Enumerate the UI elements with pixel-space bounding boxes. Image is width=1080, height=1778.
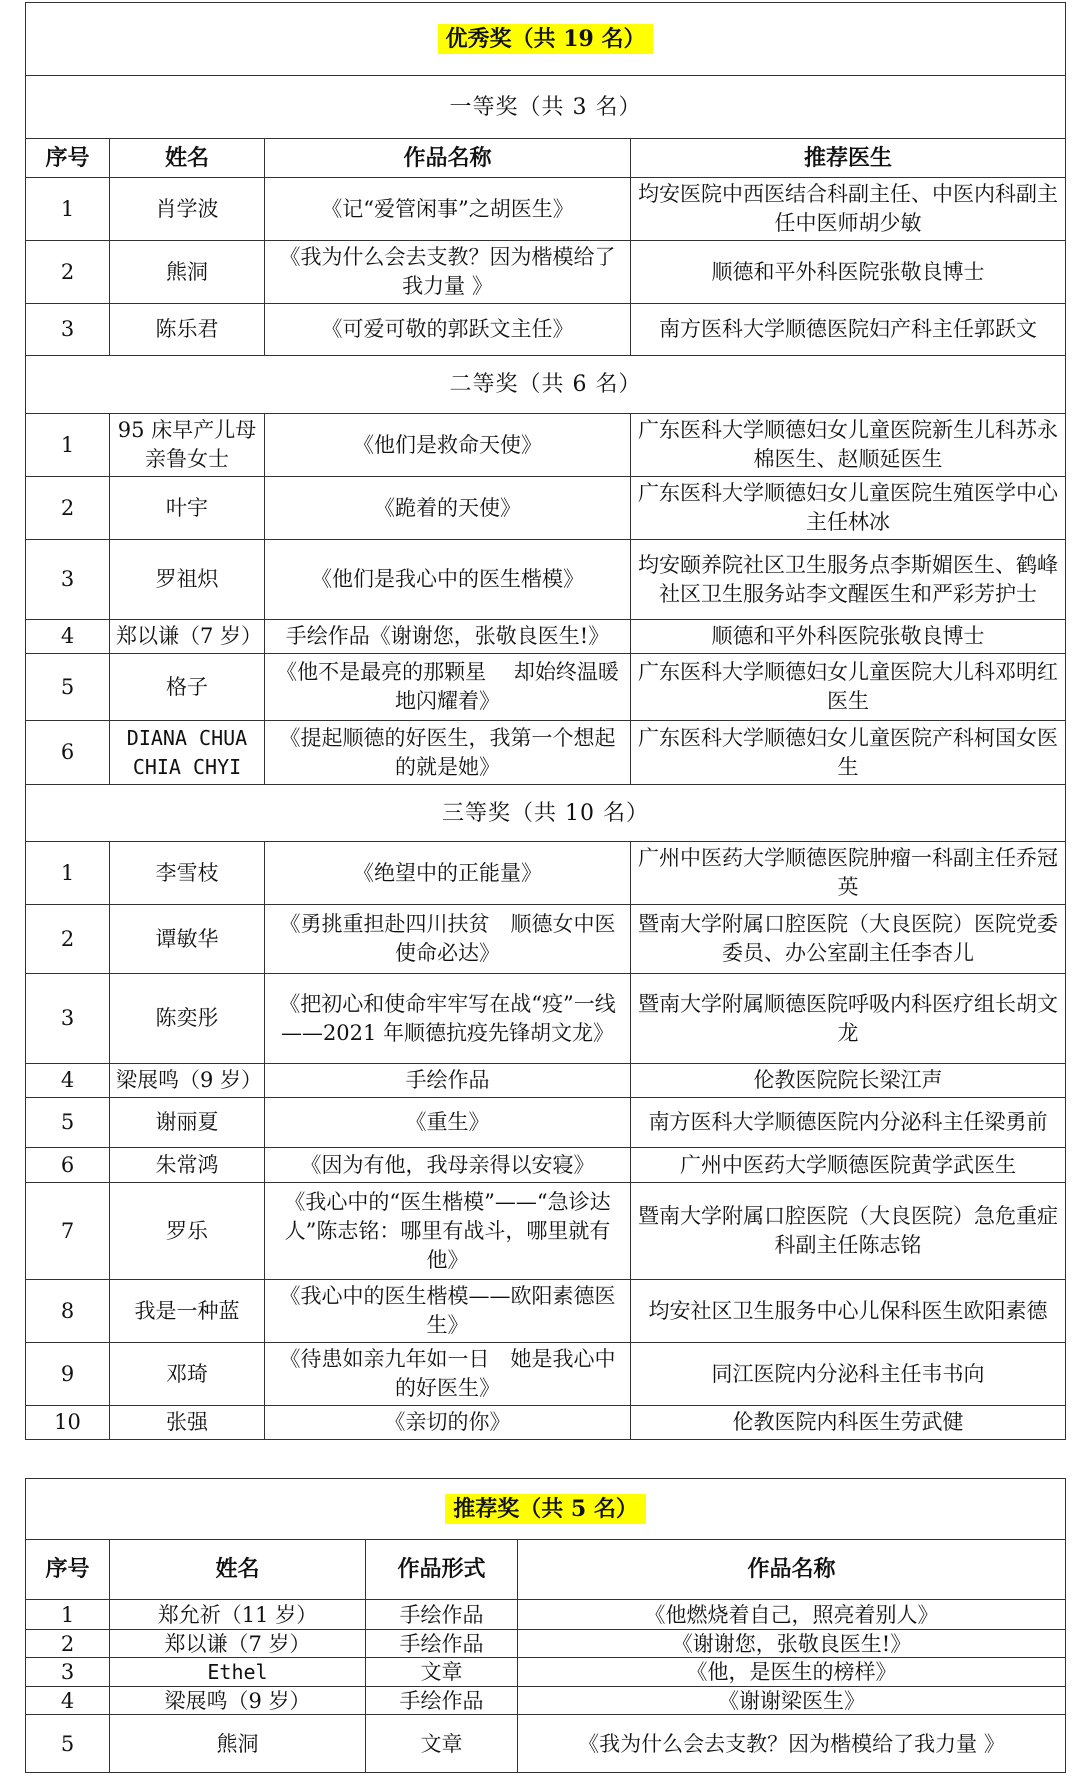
cell-work: 《我为什么会去支教？因为楷模给了我力量 》 — [518, 1715, 1066, 1773]
header-form: 作品形式 — [366, 1540, 518, 1600]
cell-work: 《谢谢梁医生》 — [518, 1687, 1066, 1715]
table-row — [26, 1343, 1066, 1406]
cell-work: 《他，是医生的榜样》 — [518, 1658, 1066, 1687]
recommend-title: 推荐奖（共 5 名） — [445, 1494, 646, 1524]
cell-work: 《我心中的医生楷模——欧阳素德医生》 — [265, 1280, 631, 1343]
cell-name: 李雪枝 — [110, 842, 265, 905]
cell-doctor: 均安医院中西医结合科副主任、中医内科副主任中医师胡少敏 — [631, 178, 1066, 241]
cell-name: 格子 — [110, 654, 265, 721]
cell-work: 《重生》 — [265, 1098, 631, 1148]
cell-doctor: 顺德和平外科医院张敬良博士 — [631, 620, 1066, 654]
cell-work: 《记“爱管闲事”之胡医生》 — [265, 178, 631, 241]
cell-name: 肖学波 — [110, 178, 265, 241]
table-row — [26, 241, 1066, 304]
cell-name: 陈乐君 — [110, 304, 265, 356]
excellence-header-row — [26, 139, 1066, 178]
cell-name: Ethel — [110, 1658, 366, 1687]
table-row — [26, 1600, 1066, 1630]
cell-work: 《我为什么会去支教？因为楷模给了我力量 》 — [265, 241, 631, 304]
cell-doctor: 广州中医药大学顺德医院黄学武医生 — [631, 1148, 1066, 1183]
cell-form: 手绘作品 — [366, 1687, 518, 1715]
header-doctor: 推荐医生 — [631, 139, 1066, 178]
cell-no: 1 — [26, 414, 110, 477]
cell-no: 2 — [26, 241, 110, 304]
cell-work: 《可爱可敬的郭跃文主任》 — [265, 304, 631, 356]
cell-doctor: 南方医科大学顺德医院内分泌科主任梁勇前 — [631, 1098, 1066, 1148]
table-row — [26, 1098, 1066, 1148]
recommend-header-row — [26, 1540, 1066, 1600]
cell-work: 《跪着的天使》 — [265, 477, 631, 540]
cell-name: 朱常鸿 — [110, 1148, 265, 1183]
cell-name: 郑以谦（7 岁） — [110, 620, 265, 654]
cell-no: 1 — [26, 842, 110, 905]
cell-no: 9 — [26, 1343, 110, 1406]
table-row — [26, 1715, 1066, 1773]
cell-name: DIANA CHUA CHIA CHYI — [110, 721, 265, 785]
table-row — [26, 905, 1066, 974]
first-prize-title-row — [26, 76, 1066, 139]
table-row — [26, 842, 1066, 905]
cell-doctor: 广东医科大学顺德妇女儿童医院大儿科邓明红医生 — [631, 654, 1066, 721]
table-row — [26, 414, 1066, 477]
cell-no: 5 — [26, 1715, 110, 1773]
header-no: 序号 — [26, 139, 110, 178]
cell-no: 2 — [26, 905, 110, 974]
cell-no: 6 — [26, 1148, 110, 1183]
cell-name: 邓琦 — [110, 1343, 265, 1406]
cell-work: 《因为有他，我母亲得以安寝》 — [265, 1148, 631, 1183]
cell-name: 熊洞 — [110, 1715, 366, 1773]
cell-doctor: 顺德和平外科医院张敬良博士 — [631, 241, 1066, 304]
cell-work: 《他们是救命天使》 — [265, 414, 631, 477]
table-row — [26, 304, 1066, 356]
header-work: 作品名称 — [265, 139, 631, 178]
table-row — [26, 477, 1066, 540]
cell-no: 4 — [26, 1064, 110, 1098]
cell-no: 3 — [26, 1658, 110, 1687]
cell-name: 梁展鸣（9 岁） — [110, 1687, 366, 1715]
cell-doctor: 暨南大学附属顺德医院呼吸内科医疗组长胡文龙 — [631, 974, 1066, 1064]
cell-no: 2 — [26, 1630, 110, 1658]
cell-name: 熊洞 — [110, 241, 265, 304]
cell-no: 5 — [26, 654, 110, 721]
cell-name: 梁展鸣（9 岁） — [110, 1064, 265, 1098]
cell-work: 《绝望中的正能量》 — [265, 842, 631, 905]
cell-name: 罗乐 — [110, 1183, 265, 1280]
third-prize-title: 三等奖（共 10 名） — [26, 785, 1066, 842]
excellence-title-row — [26, 3, 1066, 76]
table-row — [26, 1280, 1066, 1343]
excellence-award-table — [25, 2, 1066, 1440]
table-row — [26, 1406, 1066, 1440]
cell-no: 2 — [26, 477, 110, 540]
cell-name: 张强 — [110, 1406, 265, 1440]
cell-doctor: 南方医科大学顺德医院妇产科主任郭跃文 — [631, 304, 1066, 356]
table-row — [26, 1687, 1066, 1715]
cell-no: 1 — [26, 1600, 110, 1630]
cell-work: 《他们是我心中的医生楷模》 — [265, 540, 631, 620]
cell-doctor: 广东医科大学顺德妇女儿童医院产科柯国女医生 — [631, 721, 1066, 785]
cell-doctor: 暨南大学附属口腔医院（大良医院）急危重症科副主任陈志铭 — [631, 1183, 1066, 1280]
excellence-award-body — [26, 3, 1066, 1440]
header-no: 序号 — [26, 1540, 110, 1600]
excellence-title: 优秀奖（共 19 名） — [438, 24, 654, 54]
cell-work: 《我心中的“医生楷模”——“急诊达人”陈志铭：哪里有战斗，哪里就有他》 — [265, 1183, 631, 1280]
cell-no: 8 — [26, 1280, 110, 1343]
table-row — [26, 1148, 1066, 1183]
cell-doctor: 均安社区卫生服务中心儿保科医生欧阳素德 — [631, 1280, 1066, 1343]
cell-no: 10 — [26, 1406, 110, 1440]
recommend-award-table — [25, 1478, 1066, 1773]
cell-doctor: 均安颐养院社区卫生服务点李斯媚医生、鹤峰社区卫生服务站李文醒医生和严彩芳护士 — [631, 540, 1066, 620]
table-row — [26, 721, 1066, 785]
recommend-award-body — [26, 1479, 1066, 1773]
table-row — [26, 974, 1066, 1064]
cell-work: 手绘作品《谢谢您，张敬良医生!》 — [265, 620, 631, 654]
table-row — [26, 1064, 1066, 1098]
cell-doctor: 广东医科大学顺德妇女儿童医院新生儿科苏永棉医生、赵顺延医生 — [631, 414, 1066, 477]
cell-no: 4 — [26, 1687, 110, 1715]
table-row — [26, 178, 1066, 241]
cell-work: 《亲切的你》 — [265, 1406, 631, 1440]
cell-no: 4 — [26, 620, 110, 654]
cell-doctor: 广州中医药大学顺德医院肿瘤一科副主任乔冠英 — [631, 842, 1066, 905]
cell-work: 《他燃烧着自己，照亮着别人》 — [518, 1600, 1066, 1630]
cell-doctor: 同江医院内分泌科主任韦书向 — [631, 1343, 1066, 1406]
header-name: 姓名 — [110, 139, 265, 178]
cell-name: 郑以谦（7 岁） — [110, 1630, 366, 1658]
cell-work: 手绘作品 — [265, 1064, 631, 1098]
cell-form: 文章 — [366, 1658, 518, 1687]
cell-name: 95 床早产儿母亲鲁女士 — [110, 414, 265, 477]
third-prize-title-row — [26, 785, 1066, 842]
cell-work: 《提起顺德的好医生，我第一个想起的就是她》 — [265, 721, 631, 785]
table-row — [26, 540, 1066, 620]
cell-work: 《待患如亲九年如一日 她是我心中的好医生》 — [265, 1343, 631, 1406]
cell-no: 7 — [26, 1183, 110, 1280]
second-prize-title-row — [26, 356, 1066, 414]
cell-name: 谢丽夏 — [110, 1098, 265, 1148]
cell-no: 3 — [26, 304, 110, 356]
cell-work: 《谢谢您，张敬良医生!》 — [518, 1630, 1066, 1658]
cell-no: 6 — [26, 721, 110, 785]
table-row — [26, 620, 1066, 654]
table-row — [26, 1183, 1066, 1280]
cell-work: 《他不是最亮的那颗星 却始终温暖地闪耀着》 — [265, 654, 631, 721]
cell-name: 谭敏华 — [110, 905, 265, 974]
cell-no: 1 — [26, 178, 110, 241]
cell-name: 叶宇 — [110, 477, 265, 540]
first-prize-title: 一等奖（共 3 名） — [26, 76, 1066, 139]
cell-form: 文章 — [366, 1715, 518, 1773]
cell-form: 手绘作品 — [366, 1630, 518, 1658]
cell-doctor: 广东医科大学顺德妇女儿童医院生殖医学中心主任林冰 — [631, 477, 1066, 540]
cell-doctor: 伦教医院内科医生劳武健 — [631, 1406, 1066, 1440]
cell-no: 5 — [26, 1098, 110, 1148]
cell-name: 我是一种蓝 — [110, 1280, 265, 1343]
cell-no: 3 — [26, 974, 110, 1064]
second-prize-title: 二等奖（共 6 名） — [26, 356, 1066, 414]
table-row — [26, 1658, 1066, 1687]
cell-work: 《把初心和使命牢牢写在战“疫”一线——2021 年顺德抗疫先锋胡文龙》 — [265, 974, 631, 1064]
cell-no: 3 — [26, 540, 110, 620]
cell-name: 陈奕彤 — [110, 974, 265, 1064]
cell-doctor: 伦教医院院长梁江声 — [631, 1064, 1066, 1098]
cell-doctor: 暨南大学附属口腔医院（大良医院）医院党委委员、办公室副主任李杏儿 — [631, 905, 1066, 974]
cell-name: 罗祖炽 — [110, 540, 265, 620]
cell-name: 郑允祈（11 岁） — [110, 1600, 366, 1630]
recommend-title-row — [26, 1479, 1066, 1540]
header-name: 姓名 — [110, 1540, 366, 1600]
cell-form: 手绘作品 — [366, 1600, 518, 1630]
cell-work: 《勇挑重担赴四川扶贫 顺德女中医使命必达》 — [265, 905, 631, 974]
header-work: 作品名称 — [518, 1540, 1066, 1600]
table-row — [26, 654, 1066, 721]
table-row — [26, 1630, 1066, 1658]
